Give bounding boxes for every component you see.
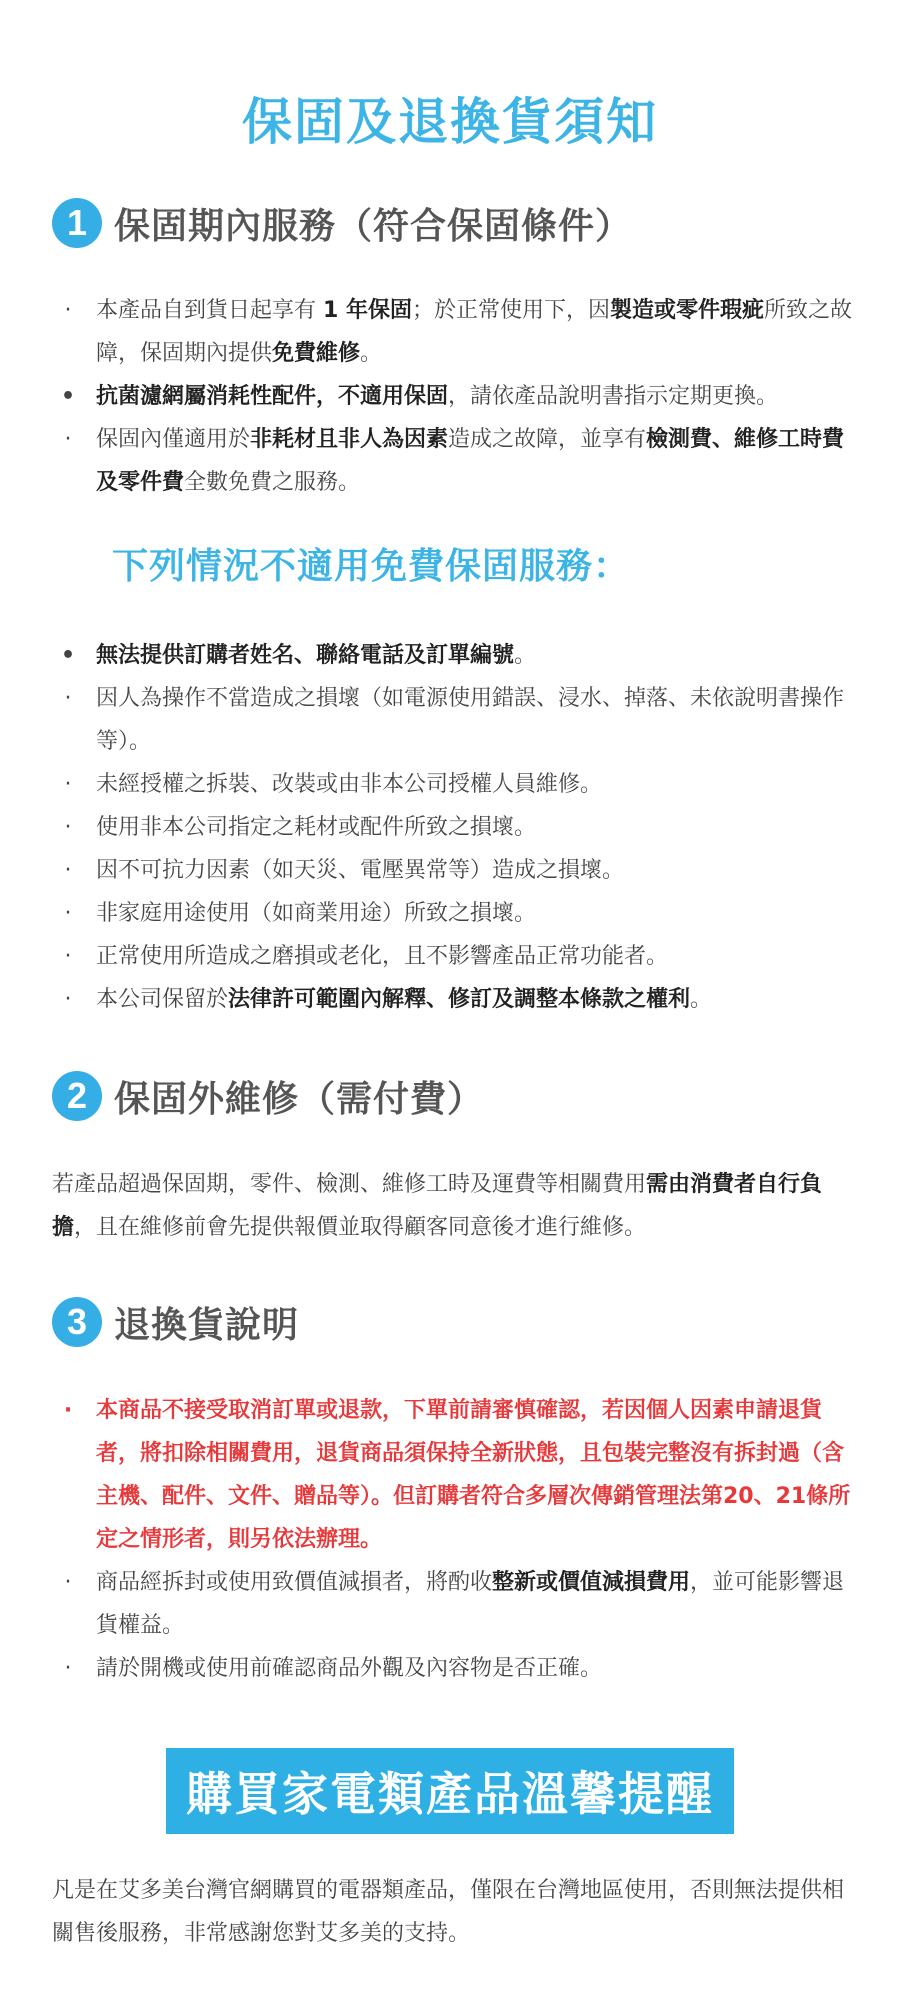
return-policy-list <box>52 1389 852 1690</box>
section-number-badge: 2 <box>52 1071 102 1121</box>
list-item: · 保固內僅適用於非耗材且非人為因素造成之故障，並享有檢測費、維修工時費及零件費全數免費之服務。 <box>52 418 852 504</box>
list-item: • 無法提供訂購者姓名、聯絡電話及訂單編號。 <box>52 634 852 677</box>
list-item: · 商品經拆封或使用致價值減損者，將酌收整新或價值減損費用，並可能影響退貨權益。 <box>52 1561 852 1647</box>
section-number-badge: 1 <box>52 198 102 248</box>
list-item: • 抗菌濾網屬消耗性配件，不適用保固，請依產品說明書指示定期更換。 <box>52 375 852 418</box>
reminder-banner: 購買家電類產品溫馨提醒 <box>166 1748 734 1834</box>
bullet: • <box>60 643 76 668</box>
bullet: · <box>64 944 72 969</box>
section-1-header <box>52 198 632 248</box>
list-item: · 本公司保留於法律許可範圍內解釋、修訂及調整本條款之權利。 <box>52 978 852 1021</box>
footer-note: 凡是在艾多美台灣官網購買的電器類產品，僅限在台灣地區使用，否則無法提供相關售後服務，非常感謝您對艾多美的支持。 <box>52 1878 845 1946</box>
section-title: 保固期內服務（符合保固條件） <box>114 205 633 247</box>
bullet: · <box>64 858 72 883</box>
list-item-warning: · 本商品不接受取消訂單或退款，下單前請審慎確認，若因個人因素申請退貨者，將扣除相關費用，退貨商品須保持全新狀態，且包裝完整沒有拆封過（含主機、配件、文件、贈品等）。但訂購者符合多層次傳銷管理法第20、21條所定之情形者，則另依法辦理。 <box>52 1389 852 1561</box>
list-item: · 因不可抗力因素（如天災、電壓異常等）造成之損壞。 <box>52 849 852 892</box>
exclusions-title: 下列情況不適用免費保固服務： <box>112 546 631 587</box>
section-title: 退換貨說明 <box>114 1304 300 1346</box>
out-of-warranty-paragraph: 若產品超過保固期，零件、檢測、維修工時及運費等相關費用需由消費者自行負擔，且在維修前會先提供報價並取得顧客同意後才進行維修。 <box>52 1172 823 1240</box>
bullet: · <box>64 686 72 711</box>
section-2-header <box>52 1071 484 1121</box>
list-item: · 因人為操作不當造成之損壞（如電源使用錯誤、浸水、掉落、未依說明書操作等）。 <box>52 677 852 763</box>
list-item: · 正常使用所造成之磨損或老化，且不影響產品正常功能者。 <box>52 935 852 978</box>
bullet: · <box>64 901 72 926</box>
exclusions-list <box>52 634 852 1021</box>
list-item: · 非家庭用途使用（如商業用途）所致之損壞。 <box>52 892 852 935</box>
section-3-header <box>52 1297 299 1347</box>
bullet: · <box>64 1656 72 1681</box>
bullet: · <box>64 298 72 323</box>
list-item: · 本產品自到貨日起享有 1 年保固；於正常使用下，因製造或零件瑕疵所致之故障，保固期內提供免費維修。 <box>52 289 852 375</box>
bullet: · <box>64 1570 72 1595</box>
list-item: · 請於開機或使用前確認商品外觀及內容物是否正確。 <box>52 1647 852 1690</box>
page-title: 保固及退換貨須知 <box>242 93 658 151</box>
section-number-badge: 3 <box>52 1297 102 1347</box>
bullet: · <box>64 987 72 1012</box>
bullet: · <box>63 1398 73 1423</box>
in-warranty-list <box>52 289 852 504</box>
list-item: · 未經授權之拆裝、改裝或由非本公司授權人員維修。 <box>52 763 852 806</box>
list-item: · 使用非本公司指定之耗材或配件所致之損壞。 <box>52 806 852 849</box>
bullet: • <box>60 384 76 409</box>
bullet: · <box>64 772 72 797</box>
bullet: · <box>64 815 72 840</box>
section-title: 保固外維修（需付費） <box>114 1078 485 1120</box>
bullet: · <box>64 427 72 452</box>
